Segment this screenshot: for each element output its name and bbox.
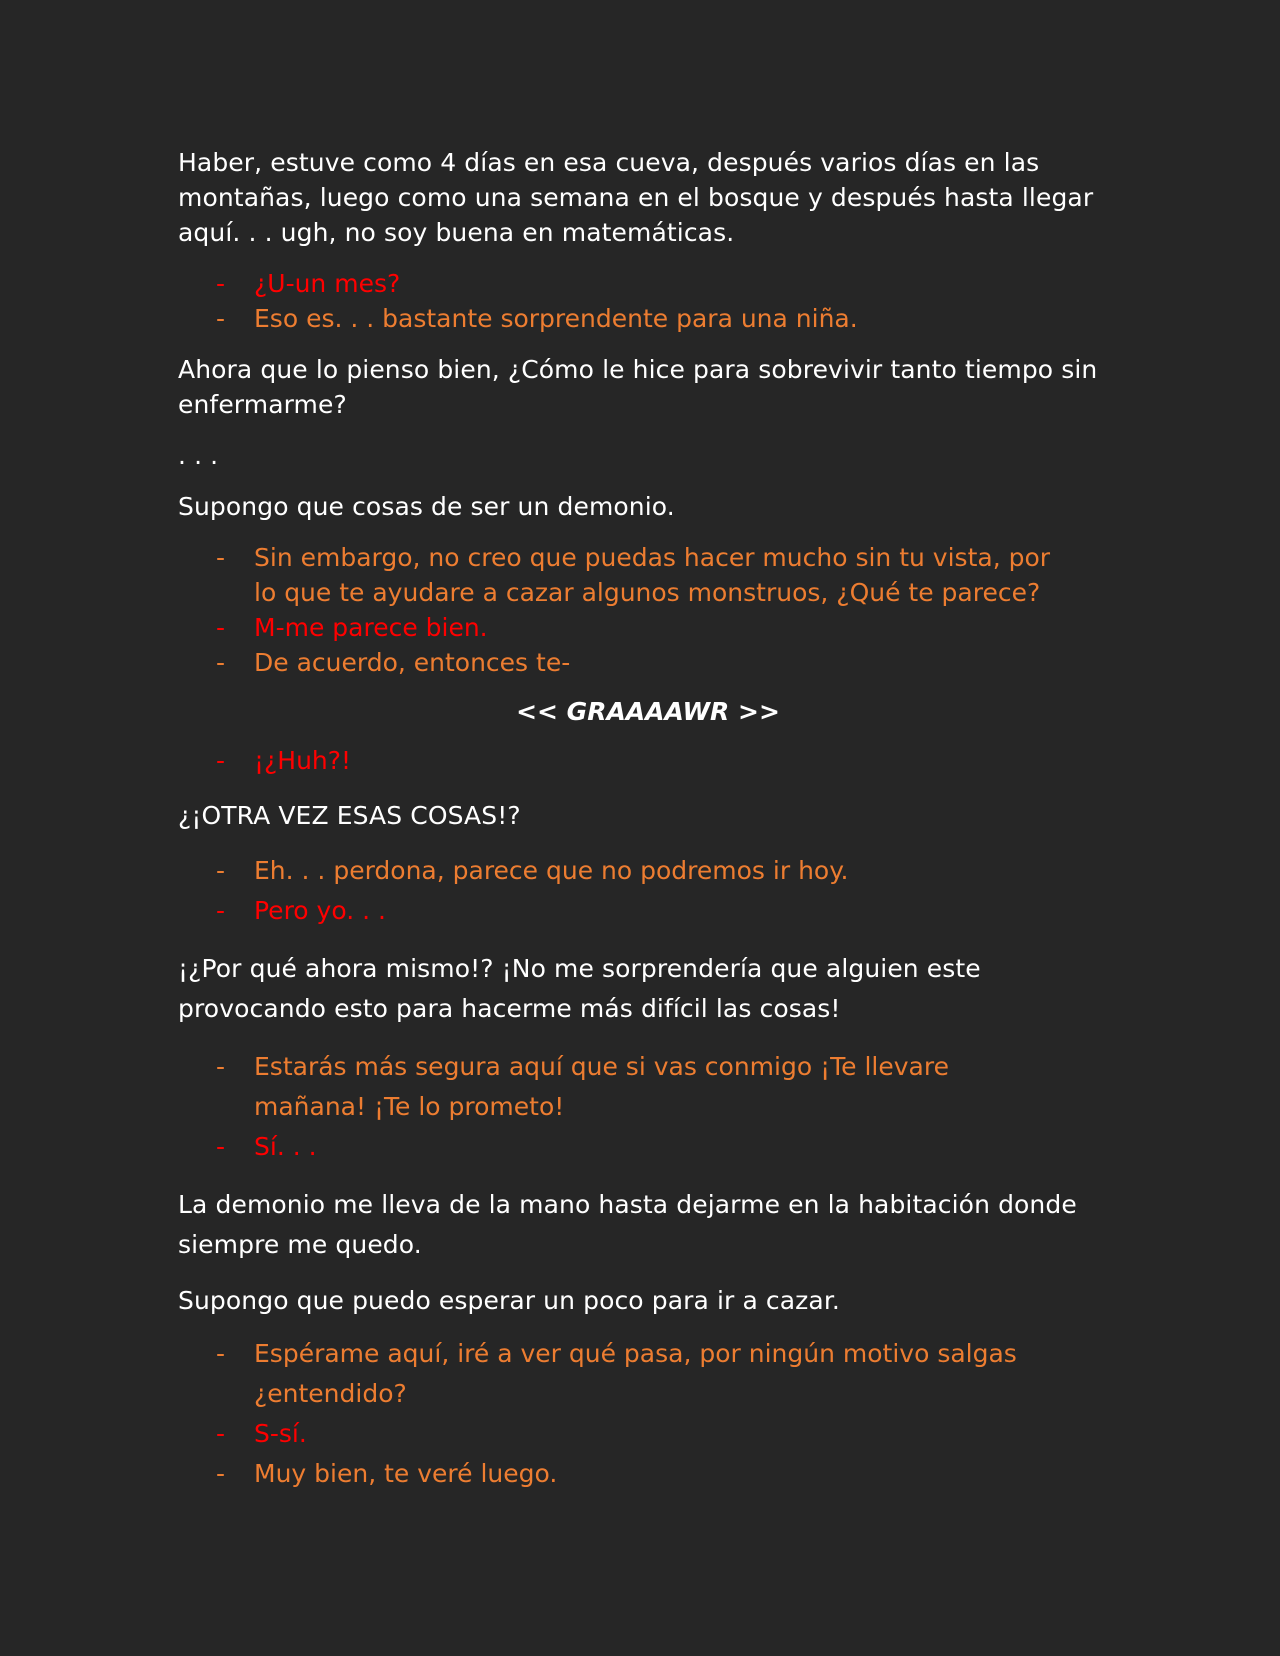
dialogue-list [178,1047,1118,1167]
dialogue-text: Sí. . . [254,1132,317,1161]
narration-paragraph: Supongo que cosas de ser un demonio. [178,492,675,521]
dialogue-line-girl [178,891,1118,931]
narration-ellipsis: . . . [178,441,219,470]
dialogue-line-girl [178,743,1118,778]
dialogue-list [178,851,1118,931]
narration-paragraph: ¡¿Por qué ahora mismo!? ¡No me sorprendería que alguien este provocando esto para hacerme más difícil las cosas! [178,954,981,1023]
dialogue-text-line: mañana! ¡Te lo prometo! [254,1092,565,1121]
dialogue-dash: - [216,304,226,333]
dialogue-text: ¡¿Huh?! [254,746,352,775]
dialogue-line-demon [178,1334,1118,1414]
dialogue-dash: - [216,613,226,642]
dialogue-dash: - [216,1419,226,1448]
dialogue-text-line: Sin embargo, no creo que puedas hacer mucho sin tu vista, por [254,543,1051,572]
dialogue-dash: - [216,1052,226,1081]
narration-paragraph: Ahora que lo pienso bien, ¿Cómo le hice para sobrevivir tanto tiempo sin enfermarme? [178,355,1098,419]
dialogue-line-demon [178,301,1118,336]
dialogue-text: M-me parece bien. [254,613,488,642]
dialogue-text-line: ¿entendido? [254,1379,407,1408]
dialogue-dash: - [216,269,226,298]
dialogue-dash: - [216,543,226,572]
dialogue-line-demon [178,1454,1118,1494]
dialogue-dash: - [216,896,226,925]
narration-paragraph: Supongo que puedo esperar un poco para ir a cazar. [178,1286,840,1315]
dialogue-text: ¿U-un mes? [254,269,401,298]
dialogue-line-girl [178,1127,1118,1167]
narration-paragraph: Haber, estuve como 4 días en esa cueva, después varios días en las montañas, luego como una semana en el bosque y después hasta llegar aquí. . . ugh, no soy buena en matemáticas. [178,148,1094,247]
dialogue-dash: - [216,648,226,677]
narration-paragraph: La demonio me lleva de la mano hasta dejarme en la habitación donde siempre me quedo. [178,1190,1077,1259]
dialogue-text: De acuerdo, entonces te- [254,648,571,677]
dialogue-line-demon [178,851,1118,891]
dialogue-line-girl [178,1414,1118,1454]
dialogue-dash: - [216,1132,226,1161]
dialogue-line-demon [178,540,1118,610]
dialogue-text: Eh. . . perdona, parece que no podremos ir hoy. [254,856,849,885]
narration-paragraph: ¿¡OTRA VEZ ESAS COSAS!? [178,801,521,830]
dialogue-text-line: Estarás más segura aquí que si vas conmigo ¡Te llevare [254,1052,949,1081]
dialogue-line-girl [178,610,1118,645]
document-page [178,145,1118,1494]
dialogue-line-demon [178,1047,1118,1127]
dialogue-dash: - [216,746,226,775]
dialogue-dash: - [216,1459,226,1488]
dialogue-text: Pero yo. . . [254,896,386,925]
dialogue-list [178,743,1118,778]
dialogue-text: Muy bien, te veré luego. [254,1459,558,1488]
dialogue-line-girl [178,266,1118,301]
dialogue-text: S-sí. [254,1419,307,1448]
dialogue-dash: - [216,1339,226,1368]
dialogue-list [178,540,1118,680]
dialogue-dash: - [216,856,226,885]
dialogue-list [178,1334,1118,1494]
dialogue-text-line: Espérame aquí, iré a ver qué pasa, por ningún motivo salgas [254,1339,1017,1368]
dialogue-line-demon [178,645,1118,680]
dialogue-text-line: lo que te ayudare a cazar algunos monstruos, ¿Qué te parece? [254,578,1041,607]
sound-effect: << GRAAAAWR >> [516,697,780,726]
dialogue-text: Eso es. . . bastante sorprendente para una niña. [254,304,858,333]
dialogue-list [178,266,1118,336]
